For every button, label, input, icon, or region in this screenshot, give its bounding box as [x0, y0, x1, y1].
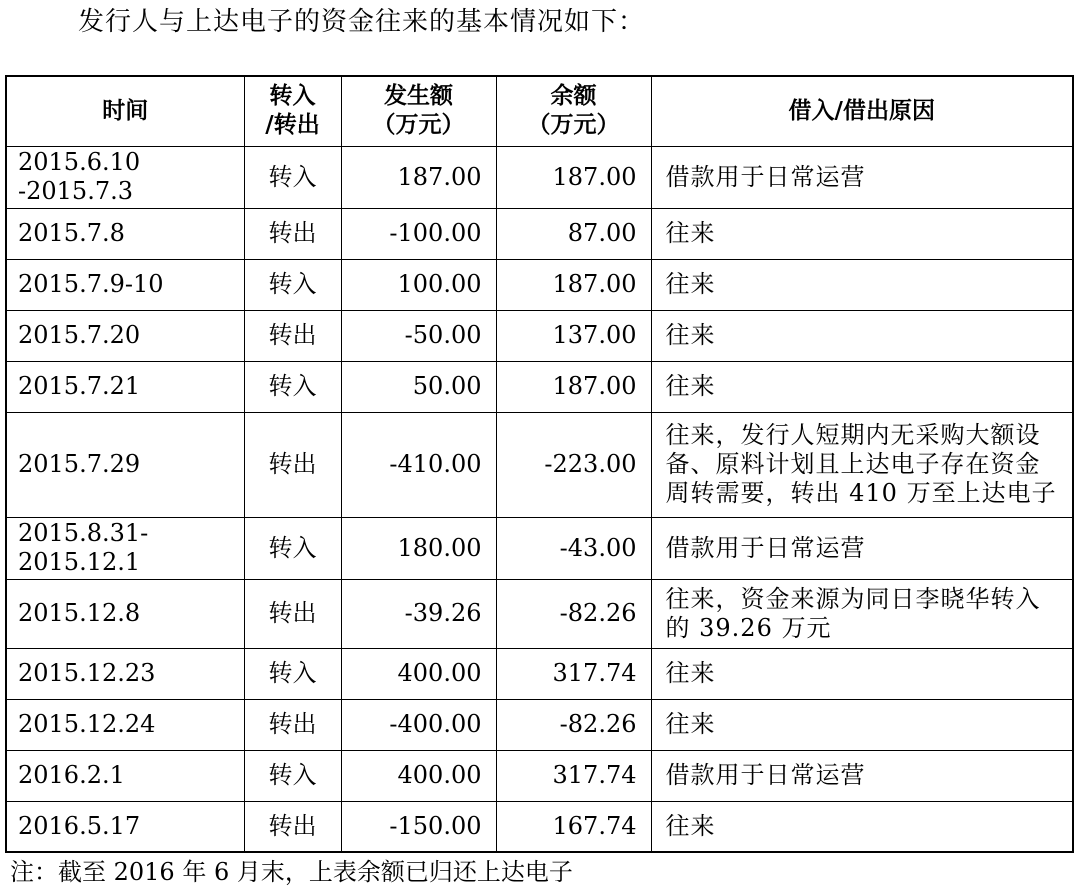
- table-row: [6, 517, 1073, 579]
- table-row: [6, 801, 1073, 852]
- table-footnote: 注：截至 2016 年 6 月末，上表余额已归还上达电子: [10, 858, 573, 886]
- cell-time: 2015.7.9-10: [6, 259, 244, 310]
- cell-time: 2015.7.8: [6, 208, 244, 259]
- table-row: [6, 699, 1073, 750]
- header-balance-line1: 余额: [550, 83, 597, 110]
- cell-reason: 往来: [651, 801, 1073, 852]
- cell-reason: 往来: [651, 648, 1073, 699]
- table-row: [6, 208, 1073, 259]
- cell-reason: 往来: [651, 208, 1073, 259]
- header-direction: [244, 76, 341, 146]
- cell-balance: -43.00: [496, 517, 651, 579]
- cell-amount: -400.00: [341, 699, 496, 750]
- cell-reason: 借款用于日常运营: [651, 517, 1073, 579]
- cell-amount: -39.26: [341, 579, 496, 648]
- cell-direction: 转出: [244, 208, 341, 259]
- table-row: [6, 310, 1073, 361]
- cell-direction: 转入: [244, 648, 341, 699]
- table-row: [6, 146, 1073, 208]
- cell-amount: 100.00: [341, 259, 496, 310]
- cell-balance: 317.74: [496, 648, 651, 699]
- cell-balance: 137.00: [496, 310, 651, 361]
- cell-time: 2015.8.31- 2015.12.1: [6, 517, 244, 579]
- cell-time: 2015.7.29: [6, 412, 244, 517]
- cell-direction: 转出: [244, 801, 341, 852]
- cell-amount: -150.00: [341, 801, 496, 852]
- cell-time: 2015.6.10 -2015.7.3: [6, 146, 244, 208]
- table-row: [6, 412, 1073, 517]
- cell-reason: 往来: [651, 361, 1073, 412]
- header-amount: [341, 76, 496, 146]
- cell-time: 2016.2.1: [6, 750, 244, 801]
- header-direction-line1: 转入: [269, 83, 316, 110]
- cell-reason: 往来，发行人短期内无采购大额设备、原料计划且上达电子存在资金周转需要，转出 410 万至上达电子: [651, 412, 1073, 517]
- table-row: [6, 361, 1073, 412]
- cell-balance: 317.74: [496, 750, 651, 801]
- cell-amount: -410.00: [341, 412, 496, 517]
- cell-reason: 借款用于日常运营: [651, 750, 1073, 801]
- cell-balance: 87.00: [496, 208, 651, 259]
- fund-transactions-table: [5, 75, 1074, 853]
- cell-balance: -223.00: [496, 412, 651, 517]
- cell-time: 2015.12.24: [6, 699, 244, 750]
- cell-direction: 转入: [244, 146, 341, 208]
- header-amount-line2: （万元）: [372, 112, 465, 139]
- table-row: [6, 648, 1073, 699]
- cell-balance: 167.74: [496, 801, 651, 852]
- cell-time: 2015.12.23: [6, 648, 244, 699]
- header-row: [6, 76, 1073, 146]
- cell-direction: 转出: [244, 310, 341, 361]
- header-balance: [496, 76, 651, 146]
- cell-balance: 187.00: [496, 361, 651, 412]
- header-amount-line1: 发生额: [384, 83, 453, 110]
- cell-balance: 187.00: [496, 259, 651, 310]
- cell-direction: 转出: [244, 699, 341, 750]
- table-row: [6, 579, 1073, 648]
- cell-reason: 往来: [651, 259, 1073, 310]
- cell-amount: 400.00: [341, 648, 496, 699]
- cell-time: 2015.7.21: [6, 361, 244, 412]
- cell-direction: 转入: [244, 750, 341, 801]
- cell-reason: 往来，资金来源为同日李晓华转入的 39.26 万元: [651, 579, 1073, 648]
- cell-amount: 400.00: [341, 750, 496, 801]
- header-time: 时间: [6, 76, 244, 146]
- table-row: [6, 750, 1073, 801]
- cell-reason: 往来: [651, 310, 1073, 361]
- cell-amount: 187.00: [341, 146, 496, 208]
- header-direction-line2: /转出: [265, 112, 320, 139]
- cell-time: 2015.12.8: [6, 579, 244, 648]
- intro-paragraph: 发行人与上达电子的资金往来的基本情况如下：: [78, 7, 646, 37]
- cell-balance: 187.00: [496, 146, 651, 208]
- cell-direction: 转出: [244, 412, 341, 517]
- cell-amount: 50.00: [341, 361, 496, 412]
- cell-balance: -82.26: [496, 699, 651, 750]
- cell-reason: 往来: [651, 699, 1073, 750]
- cell-amount: -100.00: [341, 208, 496, 259]
- header-reason: 借入/借出原因: [651, 76, 1073, 146]
- cell-direction: 转入: [244, 517, 341, 579]
- cell-direction: 转入: [244, 259, 341, 310]
- cell-reason: 借款用于日常运营: [651, 146, 1073, 208]
- cell-amount: 180.00: [341, 517, 496, 579]
- table-row: [6, 259, 1073, 310]
- header-balance-line2: （万元）: [527, 112, 620, 139]
- cell-direction: 转出: [244, 579, 341, 648]
- cell-balance: -82.26: [496, 579, 651, 648]
- cell-amount: -50.00: [341, 310, 496, 361]
- cell-direction: 转入: [244, 361, 341, 412]
- cell-time: 2015.7.20: [6, 310, 244, 361]
- cell-time: 2016.5.17: [6, 801, 244, 852]
